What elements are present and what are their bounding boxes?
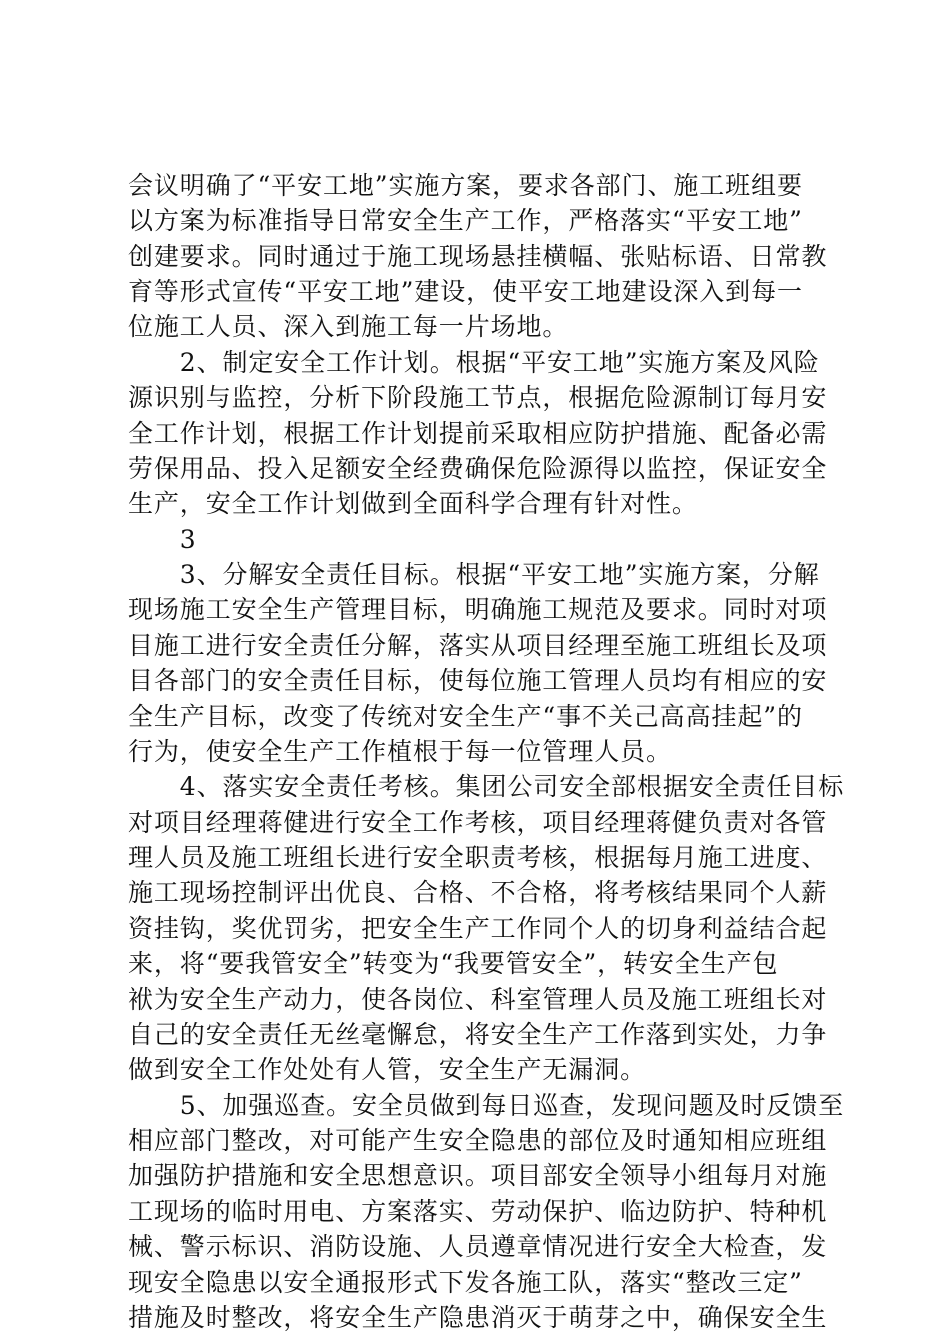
text-line: 3、分解安全责任目标。根据“平安工地”实施方案，分解: [128, 560, 820, 589]
text-line: 相应部门整改，对可能产生安全隐患的部位及时通知相应班组: [128, 1126, 828, 1155]
text-line: 3: [128, 525, 197, 554]
text-line: 生产，安全工作计划做到全面科学合理有针对性。: [128, 489, 698, 518]
text-line: 来，将“要我管安全”转变为“我要管安全”，转安全生产包: [128, 949, 779, 978]
text-line: 行为，使安全生产工作植根于每一位管理人员。: [128, 737, 672, 766]
text-line: 理人员及施工班组长进行安全职责考核，根据每月施工进度、: [128, 843, 828, 872]
text-line: 创建要求。同时通过于施工现场悬挂横幅、张贴标语、日常教: [128, 242, 828, 271]
text-line: 4、落实安全责任考核。集团公司安全部根据安全责任目标: [128, 772, 845, 801]
text-line: 械、警示标识、消防设施、人员遵章情况进行安全大检查，发: [128, 1232, 828, 1261]
text-line: 以方案为标准指导日常安全生产工作，严格落实“平安工地”: [128, 206, 803, 235]
text-line: 袱为安全生产动力，使各岗位、科室管理人员及施工班组长对: [128, 985, 828, 1014]
text-line: 现场施工安全生产管理目标，明确施工规范及要求。同时对项: [128, 595, 828, 624]
text-line: 目施工进行安全责任分解，落实从项目经理至施工班组长及项: [128, 631, 828, 660]
text-line: 现安全隐患以安全通报形式下发各施工队，落实“整改三定”: [128, 1268, 803, 1297]
text-line: 自己的安全责任无丝毫懈怠，将安全生产工作落到实处，力争: [128, 1020, 828, 1049]
text-line: 全工作计划，根据工作计划提前采取相应防护措施、配备必需: [128, 419, 828, 448]
text-line: 2、制定安全工作计划。根据“平安工地”实施方案及风险: [128, 348, 820, 377]
text-line: 工现场的临时用电、方案落实、劳动保护、临边防护、特种机: [128, 1197, 828, 1226]
text-line: 位施工人员、深入到施工每一片场地。: [128, 312, 569, 341]
text-line: 劳保用品、投入足额安全经费确保危险源得以监控，保证安全: [128, 454, 828, 483]
text-line: 做到安全工作处处有人管，安全生产无漏洞。: [128, 1055, 647, 1084]
text-line: 目各部门的安全责任目标，使每位施工管理人员均有相应的安: [128, 666, 828, 695]
text-line: 施工现场控制评出优良、合格、不合格，将考核结果同个人薪: [128, 878, 828, 907]
text-line: 全生产目标，改变了传统对安全生产“事不关己高高挂起”的: [128, 702, 803, 731]
text-line: 会议明确了“平安工地”实施方案，要求各部门、施工班组要: [128, 171, 803, 200]
text-line: 5、加强巡查。安全员做到每日巡查，发现问题及时反馈至: [128, 1091, 845, 1120]
text-line: 资挂钩，奖优罚劣，把安全生产工作同个人的切身利益结合起: [128, 914, 828, 943]
text-line: 措施及时整改，将安全生产隐患消灭于萌芽之中，确保安全生: [128, 1303, 828, 1332]
text-line: 源识别与监控，分析下阶段施工节点，根据危险源制订每月安: [128, 383, 828, 412]
text-line: 加强防护措施和安全思想意识。项目部安全领导小组每月对施: [128, 1161, 828, 1190]
text-line: 对项目经理蒋健进行安全工作考核，项目经理蒋健负责对各管: [128, 808, 828, 837]
text-line: 育等形式宣传“平安工地”建设，使平安工地建设深入到每一: [128, 277, 803, 306]
